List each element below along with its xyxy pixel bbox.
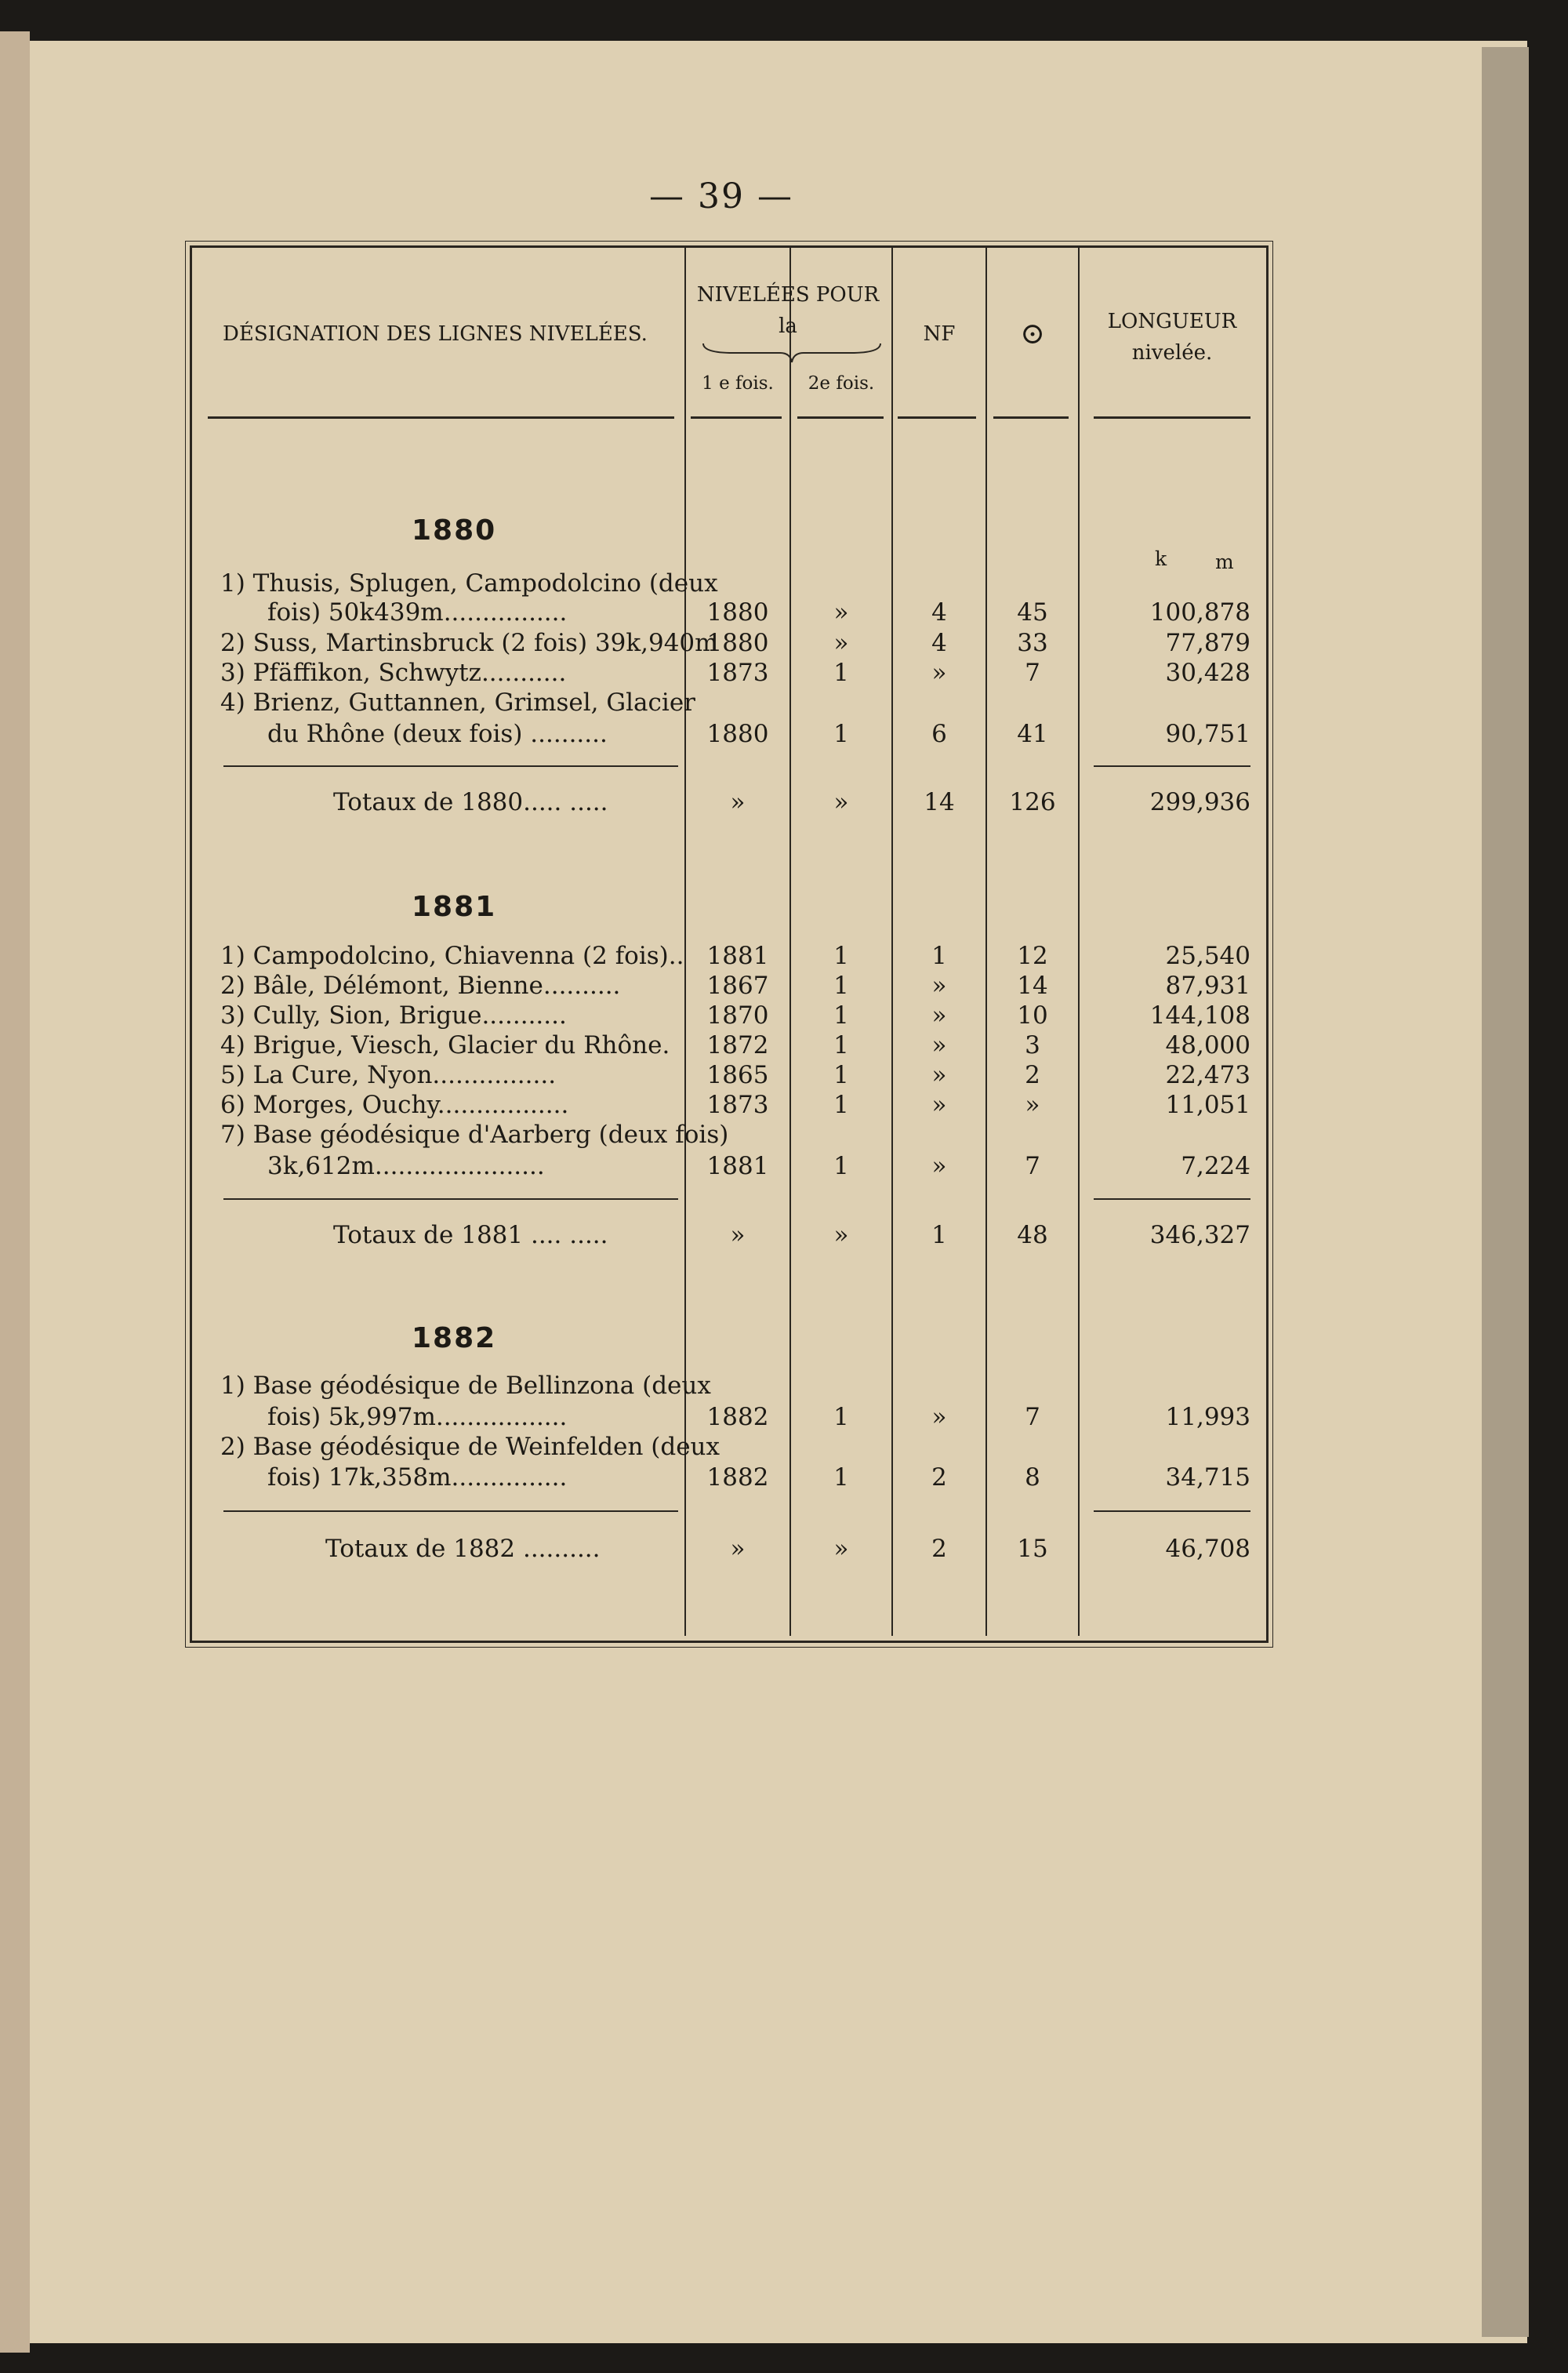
length-value: 87,931 bbox=[1165, 972, 1250, 1000]
year-premiere: 1873 bbox=[706, 659, 769, 687]
year-premiere: 1882 bbox=[706, 1463, 769, 1492]
line-name: 3k,612m...................... bbox=[267, 1152, 545, 1180]
unit-metres: m bbox=[1215, 551, 1234, 573]
subtotal-rule bbox=[1094, 1510, 1250, 1512]
nf-value: 6 bbox=[931, 720, 947, 748]
circle-value: 45 bbox=[1017, 598, 1048, 627]
year-deuxieme: » bbox=[833, 629, 849, 657]
unit-kilometres: k bbox=[1155, 547, 1167, 570]
year-heading: 1882 bbox=[412, 1322, 497, 1354]
year-deuxieme: » bbox=[833, 598, 849, 627]
total-nf: 2 bbox=[931, 1535, 947, 1563]
year-premiere: 1873 bbox=[706, 1091, 769, 1119]
total-deuxieme: » bbox=[833, 1535, 849, 1563]
header-nf: NF bbox=[923, 322, 956, 346]
header-rule bbox=[1094, 416, 1250, 419]
circle-value: 10 bbox=[1017, 1001, 1048, 1030]
length-value: 30,428 bbox=[1165, 659, 1250, 687]
header-rule bbox=[208, 416, 674, 419]
nf-value: 2 bbox=[931, 1463, 947, 1492]
length-value: 90,751 bbox=[1165, 720, 1250, 748]
line-name: 6) Morges, Ouchy................. bbox=[220, 1091, 569, 1119]
nf-value: » bbox=[931, 1152, 947, 1180]
circle-value: 7 bbox=[1025, 1403, 1040, 1431]
length-value: 11,993 bbox=[1165, 1403, 1250, 1431]
line-name: du Rhône (deux fois) .......... bbox=[267, 720, 608, 748]
line-name: 1) Campodolcino, Chiavenna (2 fois).. bbox=[220, 942, 684, 970]
circle-symbol-icon: ⊙ bbox=[1020, 316, 1045, 351]
total-circle: 126 bbox=[1009, 788, 1056, 816]
header-designation: DÉSIGNATION DES LIGNES NIVELÉES. bbox=[223, 322, 648, 346]
nf-value: » bbox=[931, 659, 947, 687]
page-number: — 39 — bbox=[649, 176, 793, 216]
year-premiere: 1870 bbox=[706, 1001, 769, 1030]
nf-value: » bbox=[931, 1403, 947, 1431]
line-name: 4) Brigue, Viesch, Glacier du Rhône. bbox=[220, 1031, 670, 1059]
circle-value: 8 bbox=[1025, 1463, 1040, 1492]
year-deuxieme: 1 bbox=[833, 659, 849, 687]
year-deuxieme: 1 bbox=[833, 972, 849, 1000]
length-value: 34,715 bbox=[1165, 1463, 1250, 1492]
subtotal-rule bbox=[223, 765, 678, 767]
total-length: 299,936 bbox=[1149, 788, 1250, 816]
total-label: Totaux de 1881 .... ..... bbox=[333, 1221, 608, 1249]
header-rule bbox=[898, 416, 976, 419]
line-name: 2) Suss, Martinsbruck (2 fois) 39k,940m bbox=[220, 629, 718, 657]
total-deuxieme: » bbox=[833, 1221, 849, 1249]
year-deuxieme: 1 bbox=[833, 1061, 849, 1089]
line-name: 7) Base géodésique d'Aarberg (deux fois) bbox=[220, 1121, 729, 1149]
circle-value: 7 bbox=[1025, 1152, 1040, 1180]
year-premiere: 1881 bbox=[706, 942, 769, 970]
total-label: Totaux de 1882 .......... bbox=[325, 1535, 601, 1563]
levelling-table bbox=[190, 245, 1269, 1643]
year-premiere: 1865 bbox=[706, 1061, 769, 1089]
nf-value: 4 bbox=[931, 629, 947, 657]
year-premiere: 1867 bbox=[706, 972, 769, 1000]
line-name: 1) Thusis, Splugen, Campodolcino (deux bbox=[220, 569, 718, 598]
header-longueur: LONGUEUR bbox=[1107, 310, 1237, 333]
length-value: 22,473 bbox=[1165, 1061, 1250, 1089]
nf-value: 1 bbox=[931, 942, 947, 970]
header-deuxieme-fois: 2e fois. bbox=[808, 373, 875, 394]
header-rule bbox=[993, 416, 1069, 419]
length-value: 48,000 bbox=[1165, 1031, 1250, 1059]
subtotal-rule bbox=[1094, 1198, 1250, 1200]
length-value: 77,879 bbox=[1165, 629, 1250, 657]
total-length: 46,708 bbox=[1165, 1535, 1250, 1563]
circle-value: 41 bbox=[1017, 720, 1048, 748]
line-name: 5) La Cure, Nyon................ bbox=[220, 1061, 557, 1089]
nf-value: » bbox=[931, 1031, 947, 1059]
year-premiere: 1872 bbox=[706, 1031, 769, 1059]
line-name: fois) 17k,358m............... bbox=[267, 1463, 568, 1492]
year-deuxieme: 1 bbox=[833, 1463, 849, 1492]
year-deuxieme: 1 bbox=[833, 1091, 849, 1119]
length-value: 25,540 bbox=[1165, 942, 1250, 970]
header-premiere-fois: 1 e fois. bbox=[702, 373, 774, 394]
year-premiere: 1880 bbox=[706, 720, 769, 748]
year-premiere: 1880 bbox=[706, 598, 769, 627]
year-premiere: 1882 bbox=[706, 1403, 769, 1431]
total-label: Totaux de 1880..... ..... bbox=[333, 788, 608, 816]
line-name: 2) Base géodésique de Weinfelden (deux bbox=[220, 1433, 720, 1461]
year-deuxieme: 1 bbox=[833, 1403, 849, 1431]
length-value: 11,051 bbox=[1165, 1091, 1250, 1119]
total-nf: 14 bbox=[924, 788, 955, 816]
year-heading: 1880 bbox=[412, 514, 497, 547]
line-name: 1) Base géodésique de Bellinzona (deux bbox=[220, 1372, 711, 1400]
year-deuxieme: 1 bbox=[833, 942, 849, 970]
facing-page-edge bbox=[0, 31, 30, 2353]
nf-value: » bbox=[931, 972, 947, 1000]
year-heading: 1881 bbox=[412, 891, 497, 923]
total-length: 346,327 bbox=[1149, 1221, 1250, 1249]
nf-value: » bbox=[931, 1001, 947, 1030]
subtotal-rule bbox=[223, 1198, 678, 1200]
line-name: fois) 5k,997m................. bbox=[267, 1403, 568, 1431]
circle-value: » bbox=[1025, 1091, 1040, 1119]
line-name: 3) Cully, Sion, Brigue........... bbox=[220, 1001, 567, 1030]
subtotal-rule bbox=[1094, 765, 1250, 767]
length-value: 144,108 bbox=[1149, 1001, 1250, 1030]
header-la: la bbox=[779, 314, 797, 338]
brace-icon bbox=[702, 340, 882, 364]
year-deuxieme: 1 bbox=[833, 1152, 849, 1180]
line-name: 2) Bâle, Délémont, Bienne.......... bbox=[220, 972, 621, 1000]
year-premiere: 1881 bbox=[706, 1152, 769, 1180]
line-name: 3) Pfäffikon, Schwytz........... bbox=[220, 659, 567, 687]
total-circle: 15 bbox=[1017, 1535, 1048, 1563]
nf-value: » bbox=[931, 1061, 947, 1089]
year-deuxieme: 1 bbox=[833, 1001, 849, 1030]
line-name: fois) 50k439m................ bbox=[267, 598, 568, 627]
year-premiere: 1880 bbox=[706, 629, 769, 657]
circle-value: 12 bbox=[1017, 942, 1048, 970]
total-deuxieme: » bbox=[833, 788, 849, 816]
total-circle: 48 bbox=[1017, 1221, 1048, 1249]
total-premiere: » bbox=[730, 1535, 746, 1563]
year-deuxieme: 1 bbox=[833, 1031, 849, 1059]
circle-value: 3 bbox=[1025, 1031, 1040, 1059]
total-nf: 1 bbox=[931, 1221, 947, 1249]
circle-value: 2 bbox=[1025, 1061, 1040, 1089]
circle-value: 7 bbox=[1025, 659, 1040, 687]
year-deuxieme: 1 bbox=[833, 720, 849, 748]
nf-value: 4 bbox=[931, 598, 947, 627]
circle-value: 33 bbox=[1017, 629, 1048, 657]
total-premiere: » bbox=[730, 1221, 746, 1249]
total-premiere: » bbox=[730, 788, 746, 816]
subtotal-rule bbox=[223, 1510, 678, 1512]
header-rule bbox=[797, 416, 884, 419]
header-nivelee: nivelée. bbox=[1131, 341, 1213, 365]
header-rule bbox=[691, 416, 782, 419]
line-name: 4) Brienz, Guttannen, Grimsel, Glacier bbox=[220, 689, 695, 717]
header-nivelees-pour: NIVELÉES POUR bbox=[696, 283, 880, 307]
length-value: 7,224 bbox=[1181, 1152, 1250, 1180]
nf-value: » bbox=[931, 1091, 947, 1119]
page-fore-edge bbox=[1482, 47, 1529, 2337]
circle-value: 14 bbox=[1017, 972, 1048, 1000]
length-value: 100,878 bbox=[1149, 598, 1250, 627]
